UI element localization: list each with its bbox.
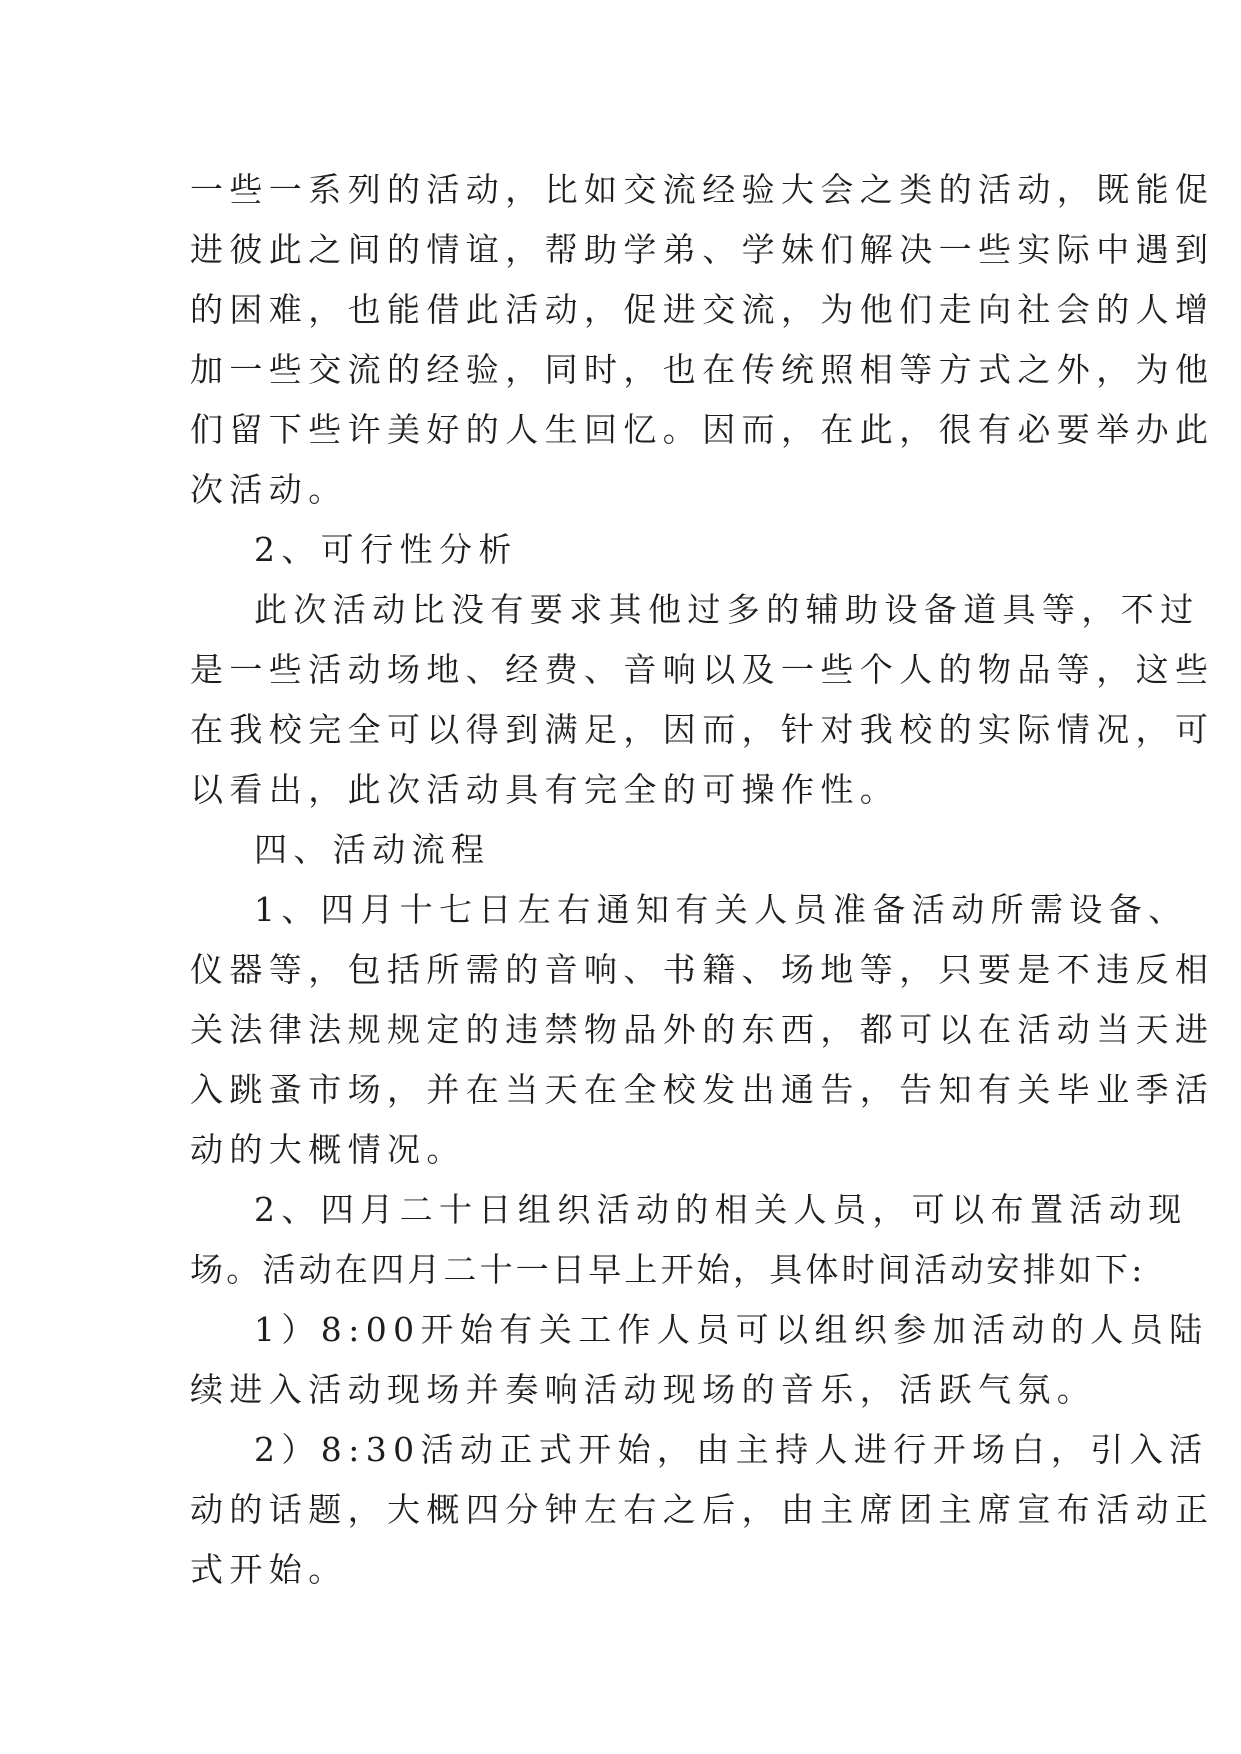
body-text-line: 此次活动比没有要求其他过多的辅助设备道具等，不过	[254, 590, 1200, 629]
body-text-line: 入跳蚤市场，并在当天在全校发出通告，告知有关毕业季活	[190, 1070, 1215, 1109]
body-text-line: 仪器等，包括所需的音响、书籍、场地等，只要是不违反相	[190, 950, 1215, 989]
body-text-line: 在我校完全可以得到满足，因而，针对我校的实际情况，可	[190, 710, 1215, 749]
body-text-line: 续进入活动现场并奏响活动现场的音乐，活跃气氛。	[190, 1370, 1097, 1409]
section-heading: 四、活动流程	[254, 830, 491, 869]
body-text-line: 进彼此之间的情谊，帮助学弟、学妹们解决一些实际中遇到	[190, 230, 1215, 269]
body-text-line: 2、四月二十日组织活动的相关人员，可以布置活动现	[254, 1190, 1188, 1229]
body-text-line: 的困难，也能借此活动，促进交流，为他们走向社会的人增	[190, 290, 1215, 329]
body-text-line: 们留下些许美好的人生回忆。因而，在此，很有必要举办此	[190, 410, 1215, 449]
body-text-line: 次活动。	[190, 470, 348, 509]
body-text-line: 是一些活动场地、经费、音响以及一些个人的物品等，这些	[190, 650, 1215, 689]
body-text-line: 动的话题，大概四分钟左右之后，由主席团主席宣布活动正	[190, 1490, 1215, 1529]
body-text-line: 1）8:00开始有关工作人员可以组织参加活动的人员陆	[254, 1310, 1209, 1349]
body-text-line: 以看出，此次活动具有完全的可操作性。	[190, 770, 900, 809]
body-text-line: 1、四月十七日左右通知有关人员准备活动所需设备、	[254, 890, 1188, 929]
body-text-line: 关法律法规规定的违禁物品外的东西，都可以在活动当天进	[190, 1010, 1215, 1049]
body-text-line: 场。活动在四月二十一日早上开始，具体时间活动安排如下:	[190, 1250, 1146, 1289]
body-text-line: 式开始。	[190, 1550, 348, 1589]
section-heading: 2、可行性分析	[254, 530, 518, 569]
document-body	[190, 160, 1215, 1600]
body-text-line: 一些一系列的活动，比如交流经验大会之类的活动，既能促	[190, 170, 1215, 209]
body-text-line: 2）8:30活动正式开始，由主持人进行开场白，引入活	[254, 1430, 1209, 1469]
body-text-line: 加一些交流的经验，同时，也在传统照相等方式之外，为他	[190, 350, 1215, 389]
body-text-line: 动的大概情况。	[190, 1130, 466, 1169]
